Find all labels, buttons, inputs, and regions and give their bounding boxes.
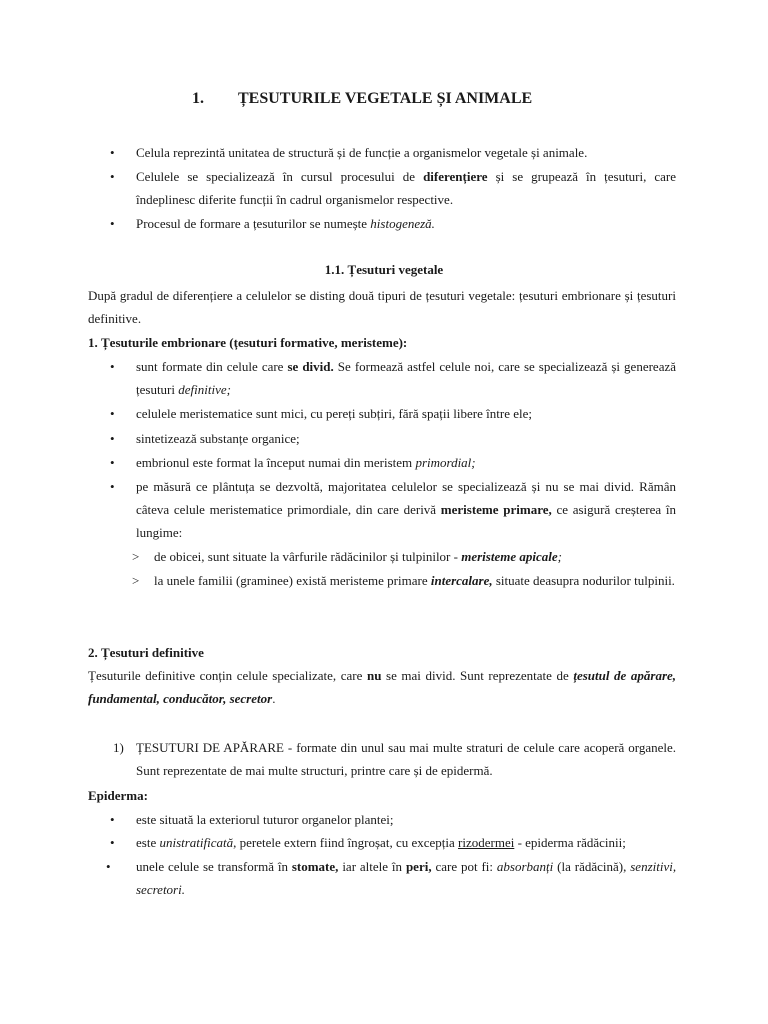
intro-bullet-2: • Celulele se specializează în cursul procesului de diferențiere și se grupează în țesuturi, care îndeplinesc diferite funcții în cadrul organismelor respective. (110, 169, 677, 207)
emb-bullet-2: • celulele meristematice sunt mici, cu pereți subțiri, fără spații libere între ele; (110, 406, 532, 421)
title-text: ȚESUTURILE VEGETALE ȘI ANIMALE (238, 90, 533, 107)
list-item-1-number: 1) (113, 740, 124, 755)
emb-subitem-2: > la unele familii (graminee) există meristeme primare intercalare, situate deasupra nodurilor tulpinii. (132, 573, 675, 588)
heading-embrionare: 1. Țesuturile embrionare (țesuturi formative, meristeme): (88, 335, 408, 350)
page-title (0, 90, 768, 112)
epi-bullet-2: • este unistratificată, peretele extern fiind îngroșat, cu excepția rizodermei - epiderma rădăcinii; (110, 835, 626, 850)
paragraph-definitive: Țesuturile definitive conțin celule specializate, care nu se mai divid. Sunt reprezentate de țesutul de apărare, fundamental, conducător, secretor. (88, 668, 677, 706)
emb-bullet-1: • sunt formate din celule care se divid. Se formează astfel celule noi, care se specializează și generează țesuturi definitive; (110, 359, 677, 397)
emb-subitem-1: > de obicei, sunt situate la vârfurile rădăcinilor și tulpinilor - meristeme apicale; (132, 549, 562, 564)
title-number: 1. (192, 90, 204, 107)
heading-definitive: 2. Țesuturi definitive (88, 645, 204, 660)
intro-bullet-3: • Procesul de formare a țesuturilor se numește histogeneză. (110, 216, 435, 231)
emb-bullet-5: • pe măsură ce plântuța se dezvoltă, majoritatea celulelor se specializează și nu se mai divid. Rămân câteva celule meristematice primordiale, din care derivă meristeme primare, ce asigură creșterea în lungime: (110, 479, 676, 540)
heading-epiderma: Epiderma: (88, 788, 148, 803)
emb-bullet-4: • embrionul este format la început numai din meristem primordial; (110, 455, 476, 470)
epi-bullet-3: • unele celule se transformă în stomate, iar altele în peri, care pot fi: absorbanți (la rădăcină), senzitivi, secretori. (106, 859, 677, 897)
section-heading-1-1: 1.1. Țesuturi vegetale (324, 262, 444, 277)
emb-bullet-3: • sintetizează substanțe organice; (110, 431, 300, 446)
intro-bullet-1: • Celula reprezintă unitatea de structură și de funcție a organismelor vegetale și animale. (110, 145, 588, 160)
list-item-1-text: ȚESUTURI DE APĂRARE - formate din unul sau mai multe straturi de celule care acoperă organele. Sunt reprezentate de mai multe structuri, printre care și de epidermă. (136, 740, 676, 778)
paragraph-intro: După gradul de diferențiere a celulelor se disting două tipuri de țesuturi vegetale: țesuturi embrionare și țesuturi definitive. (88, 288, 676, 326)
epi-bullet-1: • este situată la exteriorul tuturor organelor plantei; (110, 812, 394, 827)
